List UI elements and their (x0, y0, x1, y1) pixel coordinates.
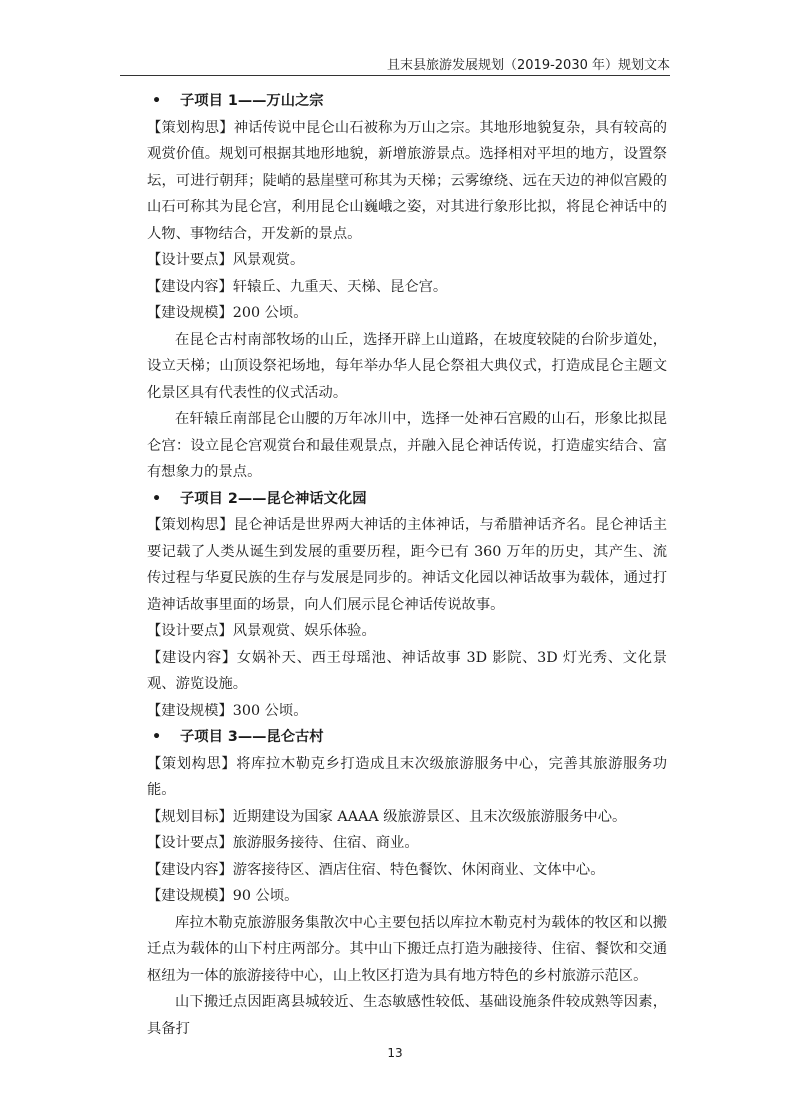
heading-text: 子项目 1——万山之宗 (180, 93, 324, 109)
body-paragraph: 在轩辕丘南部昆仑山腰的万年冰川中，选择一处神石宫殿的山石，形象比拟昆仑宫：设立昆仑宫观赏台和最佳观景点，并融入昆仑神话传说，打造虚实结合、富有想象力的景点。 (147, 411, 667, 480)
running-header: 且末县旅游发展规划（2019-2030 年）规划文本 (387, 58, 670, 73)
field-paragraph: 【设计要点】风景观赏。 (147, 252, 305, 268)
field-paragraph: 【设计要点】旅游服务接待、住宿、商业。 (147, 835, 419, 851)
subproject-heading (147, 486, 667, 513)
document-body (147, 88, 667, 1042)
heading-text: 子项目 3——昆仑古村 (180, 729, 324, 745)
header-rule (120, 75, 670, 76)
bullet-icon: • (152, 729, 162, 745)
body-paragraph: 库拉木勒克旅游服务集散次中心主要包括以库拉木勒克村为载体的牧区和以搬迁点为载体的山下村庄两部分。其中山下搬迁点打造为融接待、住宿、餐饮和交通枢纽为一体的旅游接待中心，山上牧区打造为具有地方特色的乡村旅游示范区。 (147, 914, 667, 984)
field-paragraph: 【建设规模】200 公顷。 (147, 305, 308, 321)
field-paragraph: 【建设内容】轩辕丘、九重天、天梯、昆仑宫。 (147, 278, 448, 295)
field-paragraph: 【建设内容】女娲补天、西王母瑶池、神话故事 3D 影院、3D 灯光秀、文化景观、游览设施。 (147, 649, 667, 692)
body-paragraph: 在昆仑古村南部牧场的山丘，选择开辟上山道路，在坡度较陡的台阶步道处，设立天梯；山顶设祭祀场地，每年举办华人昆仑祭祖大典仪式，打造成昆仑主题文化景区具有代表性的仪式活动。 (147, 331, 667, 401)
field-paragraph: 【策划构思】神话传说中昆仑山石被称为万山之宗。其地形地貌复杂，具有较高的观赏价值。规划可根据其地形地貌，新增旅游景点。选择相对平坦的地方，设置祭坛，可进行朝拜；陡峭的悬崖壁可称其为天梯；云雾缭绕、远在天边的神似宫殿的山石可称其为昆仑宫，利用昆仑山巍峨之姿，对其进行象形比拟，将昆仑神话中的人物、事物结合，开发新的景点。 (147, 119, 667, 242)
field-paragraph: 【建设规模】300 公顷。 (147, 702, 308, 719)
field-paragraph: 【建设内容】游客接待区、酒店住宿、特色餐饮、休闲商业、文体中心。 (147, 861, 605, 878)
subproject-heading (147, 88, 667, 115)
field-paragraph: 【规划目标】近期建设为国家 AAAA 级旅游景区、且末次级旅游服务中心。 (147, 808, 627, 825)
heading-text: 子项目 2——昆仑神话文化园 (180, 490, 367, 507)
field-paragraph: 【策划构思】将库拉木勒克乡打造成且末次级旅游服务中心，完善其旅游服务功能。 (147, 755, 667, 798)
bullet-icon: • (152, 490, 162, 507)
subproject-heading (147, 724, 667, 751)
page-number: 13 (387, 1046, 403, 1060)
field-paragraph: 【建设规模】90 公顷。 (147, 888, 299, 904)
bullet-icon: • (152, 93, 162, 109)
field-paragraph: 【设计要点】风景观赏、娱乐体验。 (147, 623, 376, 639)
field-paragraph: 【策划构思】昆仑神话是世界两大神话的主体神话，与希腊神话齐名。昆仑神话主要记载了人类从诞生到发展的重要历程，距今已有 360 万年的历史，其产生、流传过程与华夏民族的生存与发展是同步的。神话文化园以神话故事为载体，通过打造神话故事里面的场景，向人们展示昆仑神话传说故事。 (147, 517, 667, 613)
body-paragraph: 山下搬迁点因距离县城较近、生态敏感性较低、基础设施条件较成熟等因素，具备打 (147, 994, 667, 1037)
